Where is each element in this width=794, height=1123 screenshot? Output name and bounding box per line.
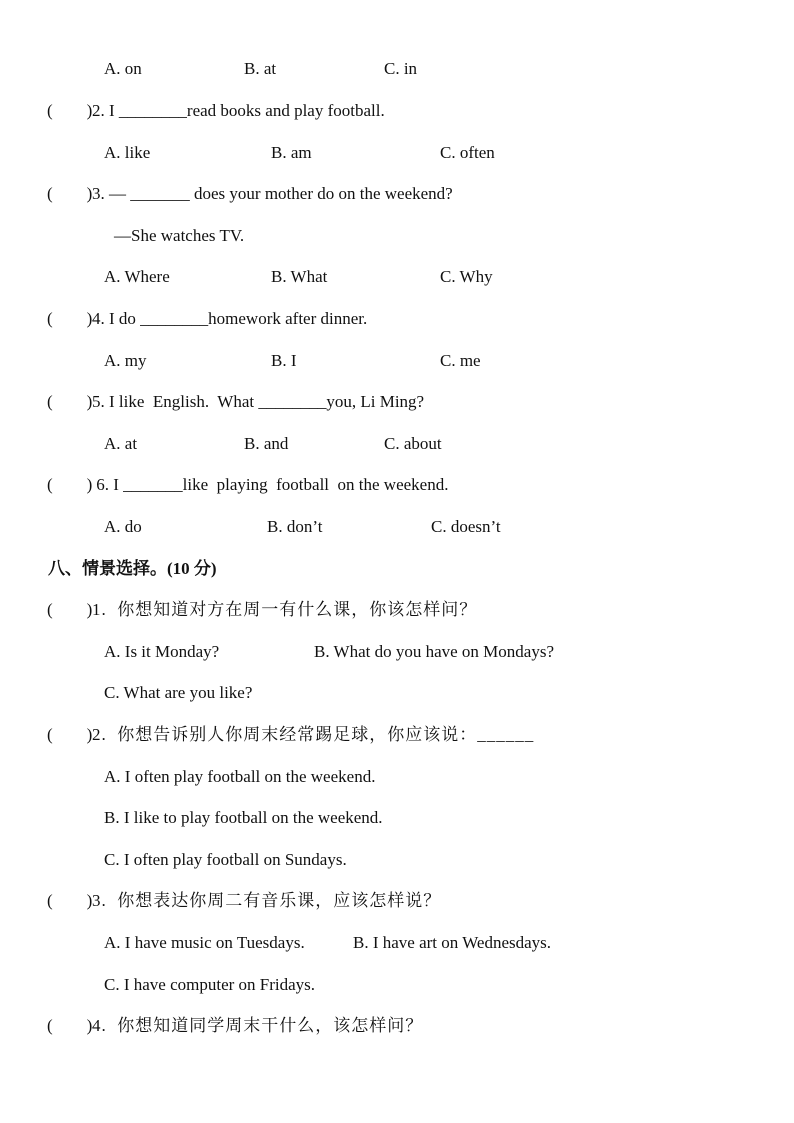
- s2-option-c: C. I often play football on Sundays.: [104, 850, 347, 869]
- q4-option-a: A. my: [104, 351, 147, 370]
- question-6-stem: 6. I _______like playing football on the weekend.: [92, 475, 449, 494]
- q5-option-a: A. at: [104, 434, 138, 453]
- s3-option-a: A. I have music on Tuesdays.: [104, 933, 305, 952]
- q3-option-b: B. What: [271, 267, 328, 286]
- q2-option-b: B. am: [271, 143, 312, 162]
- q6-option-a: A. do: [104, 517, 142, 536]
- q6-option-c: C. doesn’t: [431, 517, 501, 536]
- option-a: A. on: [104, 59, 142, 78]
- situation-2-stem: 2. 你想告诉别人你周末经常踢足球，你应该说：______: [92, 725, 535, 744]
- section-heading: 八、情景选择。(10 分): [48, 559, 217, 578]
- question-2-stem: 2. I ________read books and play football.: [92, 101, 385, 120]
- s2-option-b: B. I like to play football on the weekend.: [104, 808, 383, 827]
- answer-blank-s2[interactable]: ( ): [47, 725, 93, 744]
- situation-4-stem: 4. 你想知道同学周末干什么，该怎样问？: [92, 1016, 424, 1035]
- answer-blank-s1[interactable]: ( ): [47, 600, 93, 619]
- answer-blank-q4[interactable]: ( ): [47, 309, 93, 328]
- q5-option-b: B. and: [244, 434, 289, 453]
- s1-option-a: A. Is it Monday?: [104, 642, 220, 661]
- answer-blank-q5[interactable]: ( ): [47, 392, 93, 411]
- s3-option-c: C. I have computer on Fridays.: [104, 975, 316, 994]
- q2-option-c: C. often: [440, 143, 495, 162]
- q2-option-a: A. like: [104, 143, 151, 162]
- question-4-stem: 4. I do ________homework after dinner.: [92, 309, 368, 328]
- q3-option-c: C. Why: [440, 267, 493, 286]
- option-b: B. at: [244, 59, 277, 78]
- q3-option-a: A. Where: [104, 267, 170, 286]
- s2-option-a: A. I often play football on the weekend.: [104, 767, 376, 786]
- answer-blank-s4[interactable]: ( ): [47, 1016, 93, 1035]
- question-3-answer-line: —She watches TV.: [114, 226, 245, 245]
- answer-blank-q2[interactable]: ( ): [47, 101, 93, 120]
- s1-option-c: C. What are you like?: [104, 683, 253, 702]
- situation-1-stem: 1. 你想知道对方在周一有什么课，你该怎样问？: [92, 600, 478, 619]
- answer-blank-s3[interactable]: ( ): [47, 891, 93, 910]
- q5-option-c: C. about: [384, 434, 442, 453]
- q6-option-b: B. don’t: [267, 517, 323, 536]
- question-3-stem: 3. — _______ does your mother do on the weekend?: [92, 184, 453, 203]
- answer-blank-q3[interactable]: ( ): [47, 184, 93, 203]
- situation-3-stem: 3. 你想表达你周二有音乐课，应该怎样说？: [92, 891, 442, 910]
- s1-option-b: B. What do you have on Mondays?: [314, 642, 555, 661]
- option-c: C. in: [384, 59, 418, 78]
- s3-option-b: B. I have art on Wednesdays.: [353, 933, 552, 952]
- question-5-stem: 5. I like English. What ________you, Li Ming?: [92, 392, 425, 411]
- q4-option-c: C. me: [440, 351, 481, 370]
- q4-option-b: B. I: [271, 351, 297, 370]
- answer-blank-q6[interactable]: ( ): [47, 475, 93, 494]
